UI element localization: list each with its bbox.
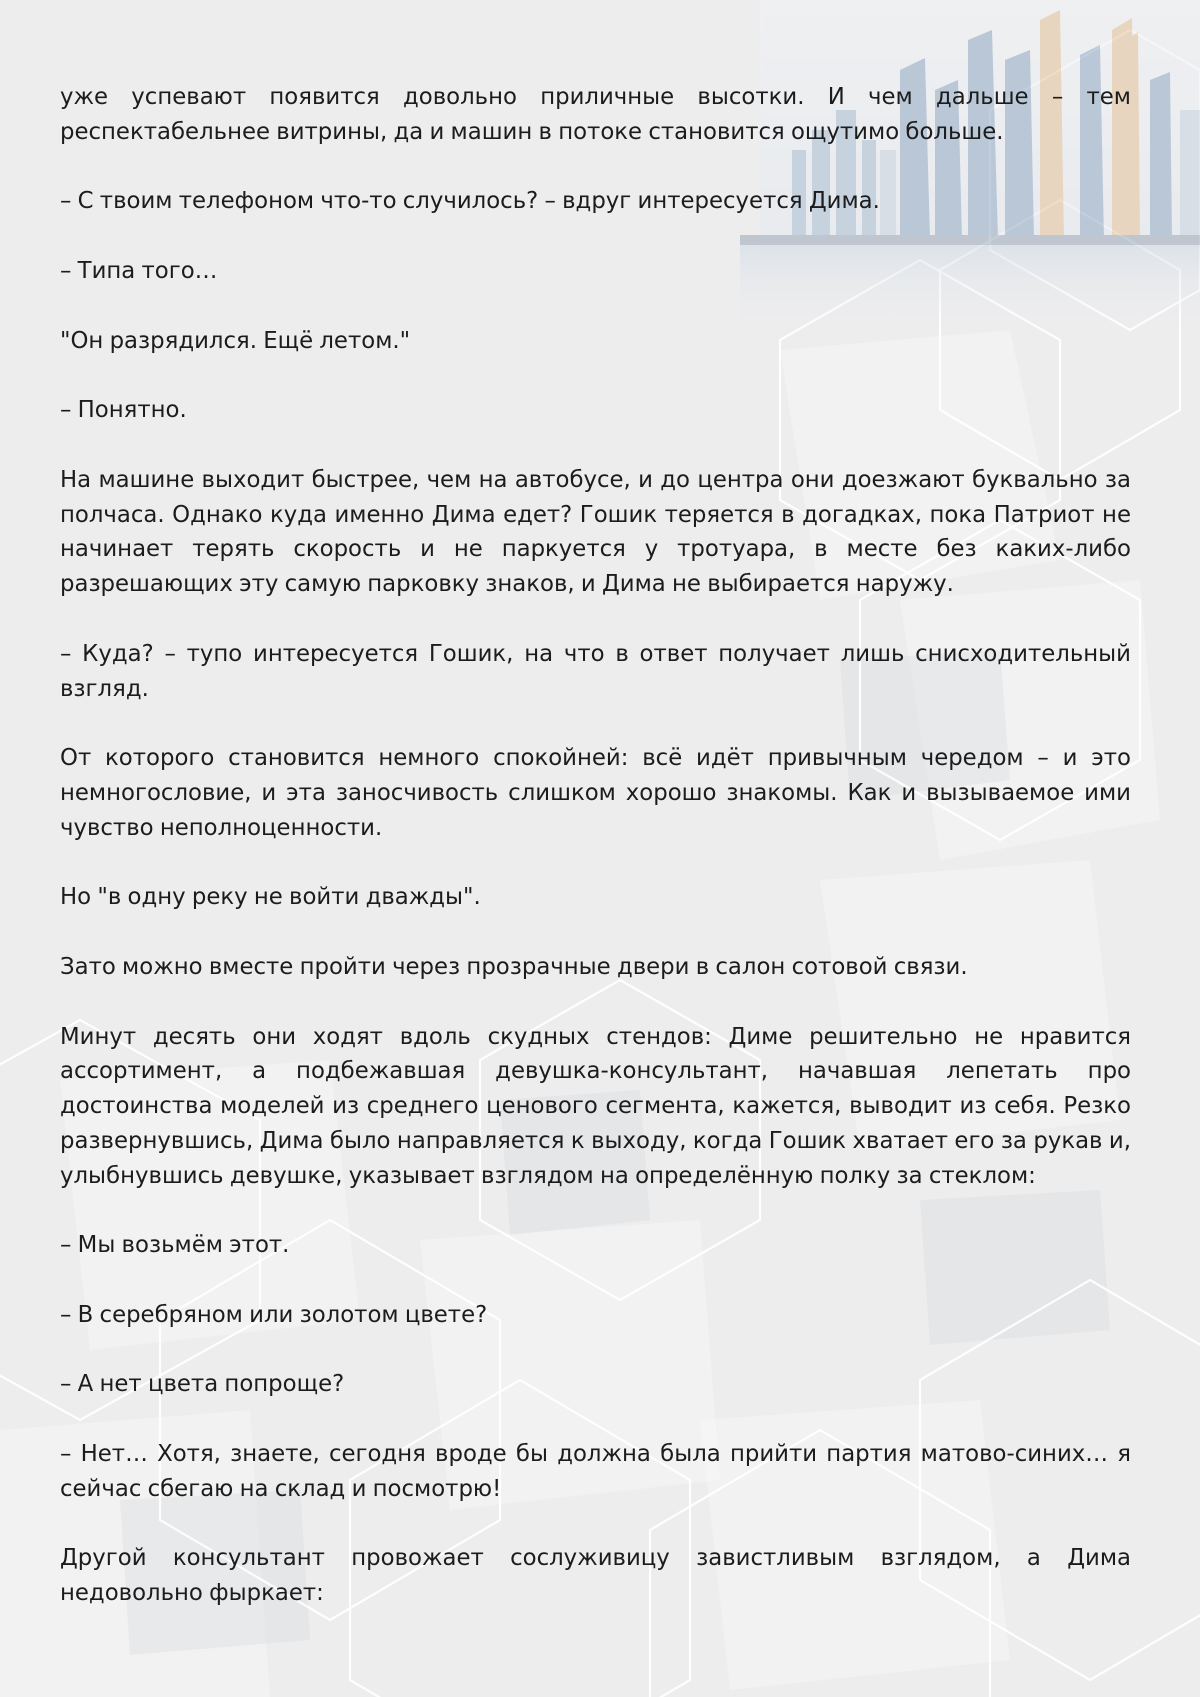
paragraph: Минут десять они ходят вдоль скудных стендов: Диме решительно не нравится ассортимент, а подбежавшая девушка-консультант, начавшая лепетать про достоинства моделей из среднего ценового сегмента, кажется, выводит из себя. Резко развернувшись, Дима было направляется к выходу, когда Гошик хватает его за рукав и, улыбнувшись девушке, указывает взглядом на определённую полку за стеклом: xyxy=(60,1023,1131,1189)
document-body xyxy=(60,80,1131,1611)
paragraph: – Нет… Хотя, знаете, сегодня вроде бы должна была прийти партия матово-синих… я сейчас сбегаю на склад и посмотрю! xyxy=(60,1441,1131,1502)
paragraph: Но "в одну реку не войти дважды". xyxy=(60,884,481,911)
paragraph: – Понятно. xyxy=(60,397,187,424)
paragraph: – В серебряном или золотом цвете? xyxy=(60,1301,488,1328)
paragraph: На машине выходит быстрее, чем на автобусе, и до центра они доезжают буквально за полчаса. Однако куда именно Дима едет? Гошик теряется в догадках, пока Патриот не начинает терять скорость и не паркуется у тротуара, в месте без каких-либо разрешающих эту самую парковку знаков, и Дима не выбирается наружу. xyxy=(60,466,1131,598)
paragraph: Другой консультант провожает сослуживицу завистливым взглядом, а Дима недовольно фыркает: xyxy=(60,1545,1131,1607)
paragraph: – Типа того… xyxy=(60,257,218,284)
paragraph: уже успевают появится довольно приличные высотки. И чем дальше – тем респектабельнее витрины, да и машин в потоке становится ощутимо больше. xyxy=(60,84,1131,145)
paragraph: – А нет цвета попроще? xyxy=(60,1371,345,1398)
paragraph: Зато можно вместе пройти через прозрачные двери в салон сотовой связи. xyxy=(60,953,968,980)
paragraph: "Он разрядился. Ещё летом." xyxy=(60,327,411,354)
paragraph: – С твоим телефоном что-то случилось? – вдруг интересуется Дима. xyxy=(60,188,880,215)
paragraph: От которого становится немного спокойней: всё идёт привычным чередом – и это немногословие, и эта заносчивость слишком хорошо знакомы. Как и вызываемое ими чувство неполноценности. xyxy=(60,745,1131,841)
paragraph: – Куда? – тупо интересуется Гошик, на что в ответ получает лишь снисходительный взгляд. xyxy=(60,640,1131,702)
paragraph: – Мы возьмём этот. xyxy=(60,1232,290,1259)
